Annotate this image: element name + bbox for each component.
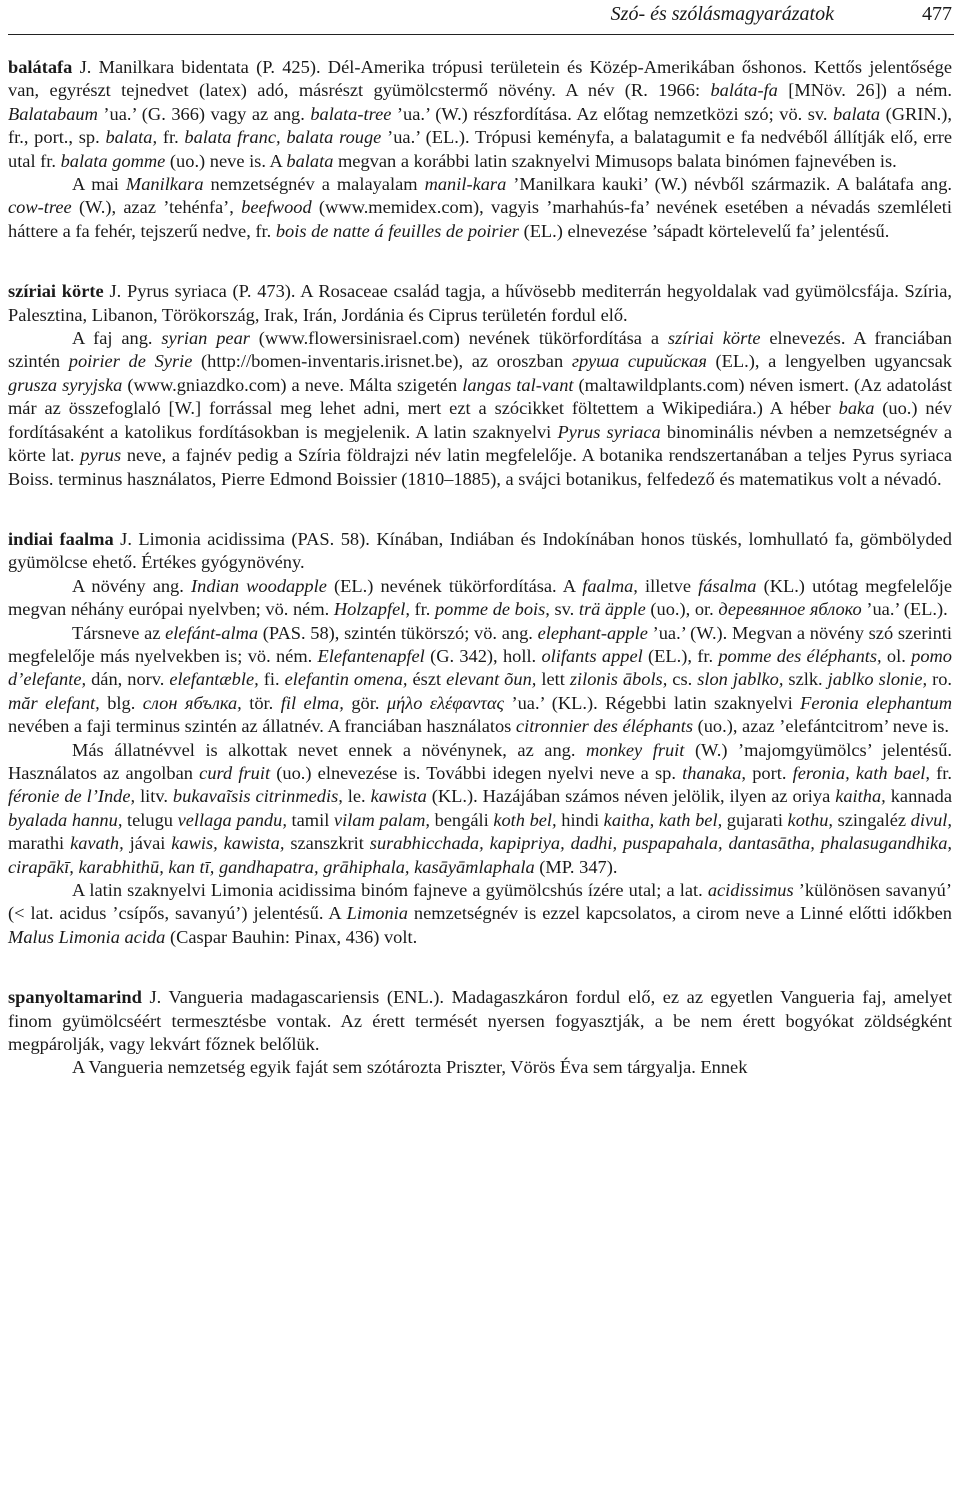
text-run: (www.memidex.com), vagyis ’marhahús-fa’ nevének esetében a névadás szemléleti háttere a fa fehér, tejszerű nedve, fr. xyxy=(8,197,952,241)
text-run: jávai xyxy=(123,833,172,854)
text-run: tamil xyxy=(286,809,334,830)
italic-term: слон ябълка, xyxy=(142,692,242,713)
headword: szíriai körte xyxy=(8,281,104,302)
italic-term: zilonis ābols, xyxy=(569,669,668,690)
italic-term: μήλο ελέφαντας xyxy=(386,692,504,713)
text-run: ’ua.’ (G. 366) vagy az ang. xyxy=(97,103,311,124)
text-run: (Caspar Bauhin: Pinax, 436) volt. xyxy=(165,926,418,947)
running-header xyxy=(8,0,954,35)
text-run: (uo.), or. xyxy=(645,599,719,620)
italic-term: féronie de l’Inde, xyxy=(8,786,136,807)
entry-paragraph xyxy=(8,879,952,949)
page-number: 477 xyxy=(922,3,952,25)
italic-term: pomme de bois, xyxy=(434,599,550,620)
italic-term: manil-kara xyxy=(424,174,507,195)
text-run: A Vangueria nemzetség egyik faját sem szótározta Priszter, Vörös Éva sem tárgyalja. Ennek xyxy=(72,1057,748,1078)
text-run: (http://bomen-inventaris.irisnet.be), az oroszban xyxy=(192,351,572,372)
italic-term: fásalma xyxy=(698,575,757,596)
text-run: (uo.), azaz ’elefántcitrom’ neve is. xyxy=(693,716,949,737)
italic-term: olifants appel xyxy=(541,645,643,666)
text-run: ’ua.’ (W.). Megvan a növény szó szerinti megfelelője más nyelvekben is; vö. ném. xyxy=(8,622,952,666)
text-run: ol. xyxy=(881,645,912,666)
text-run: port. xyxy=(746,762,793,783)
italic-term: Malus Limonia acida xyxy=(8,926,166,947)
text-run: (PAS. 58), szintén tükörszó; vö. ang. xyxy=(258,622,538,643)
text-run: blg. xyxy=(99,692,143,713)
text-run: (KL.). Hazájában számos néven jelölik, ilyen az oriya xyxy=(426,786,836,807)
text-run: (MP. 347). xyxy=(534,856,618,877)
text-run: nemzetségnév is ezzel kapcsolatos, a cirom neve a Linné előtti időkben xyxy=(407,903,952,924)
italic-term: pomo d’elefante, xyxy=(8,645,952,690)
italic-term: Feronia elephantum xyxy=(800,692,952,713)
text-run: (G. 342), holl. xyxy=(424,645,542,666)
text-run: J. Manilkara bidentata (P. 425). Dél-Amerika trópusi területein és Közép-Amerikában őshonos. Kettős jelentősége van, egyrészt tejnedvet (latex) adó, másrészt gyümölcstermő növény. A név (R. 1966: xyxy=(8,57,952,101)
italic-term: langas tal-vant xyxy=(462,374,574,395)
text-run: (uo.) név fordításaként a katolikus fordításokban is megjelenik. A latin szaknyelvi xyxy=(8,398,952,442)
italic-term: slon jablko, xyxy=(697,669,784,690)
entry-paragraph xyxy=(8,327,952,491)
headword: indiai faalma xyxy=(8,528,114,549)
text-run: dán, norv. xyxy=(86,669,170,690)
text-run: bengáli xyxy=(429,809,494,830)
entry-lead-paragraph xyxy=(8,986,952,1056)
italic-term: szíriai körte xyxy=(667,328,761,349)
italic-term: thanaka, xyxy=(682,762,747,783)
text-run: (KL.) utótag megfelelője megvan néhány európai nyelvben; vö. ném. xyxy=(8,575,952,620)
italic-term: pomme des éléphants, xyxy=(718,645,882,666)
italic-term: balata gomme xyxy=(60,150,166,171)
text-run: A mai xyxy=(72,174,126,195)
italic-term: деревянное яблоко xyxy=(718,599,862,620)
italic-term: cow-tree xyxy=(8,197,72,218)
italic-term: bukavaĩsis citrinmedis, xyxy=(172,786,343,807)
italic-term: elefantæble, xyxy=(169,669,259,690)
text-run: tör. xyxy=(241,692,281,713)
text-run: A növény ang. xyxy=(72,575,191,596)
italic-term: balata-tree xyxy=(310,103,392,124)
text-run: [MNöv. 26]) a ném. xyxy=(777,80,952,101)
italic-term: pyrus xyxy=(80,445,122,466)
text-run: hindi xyxy=(556,809,604,830)
italic-term: acidissimus xyxy=(707,880,794,900)
text-run: ro. xyxy=(927,669,953,690)
italic-term: elefantin omena, xyxy=(284,669,408,690)
text-run: le. xyxy=(342,786,371,807)
italic-term: citronnier des éléphants xyxy=(515,716,693,737)
text-run: ’ua.’ (KL.). Régebbi latin szaknyelvi xyxy=(504,692,801,713)
italic-term: balata xyxy=(286,150,334,171)
entry-lead-paragraph xyxy=(8,528,952,575)
text-run: (www.gniazdko.com) a neve. Málta szigetén xyxy=(122,374,463,395)
text-run: (W.) ’majomgyümölcs’ jelentésű. Használatos az angolban xyxy=(8,739,952,783)
text-run: litv. xyxy=(135,786,173,807)
italic-term: balata xyxy=(833,103,881,124)
text-run: (GRIN.), fr., port., sp. xyxy=(8,103,952,148)
text-run: (EL.) elnevezése ’sápadt körtelevelű fa’ jelentésű. xyxy=(518,220,890,241)
text-run: illetve xyxy=(637,575,699,596)
text-run: kannada xyxy=(885,786,952,807)
text-run: sv. xyxy=(549,599,579,620)
italic-term: elephant-apple xyxy=(537,622,648,643)
text-run: fi. xyxy=(258,669,285,690)
entry-lead-paragraph xyxy=(8,56,952,173)
italic-term: Limonia xyxy=(346,903,408,924)
italic-term: faalma, xyxy=(582,575,638,596)
italic-term: elevant õun, xyxy=(446,669,537,690)
italic-term: balata, xyxy=(105,127,158,148)
entry-paragraph xyxy=(8,622,952,739)
text-run: fr. xyxy=(409,599,435,620)
italic-term: curd fruit xyxy=(199,762,271,783)
text-run: szingaléz xyxy=(833,809,911,830)
italic-term: Manilkara xyxy=(125,174,204,195)
text-run: J. Vangueria madagascariensis (ENL.). Madagaszkáron fordul elő, ez az egyetlen Vangueria faj, amelyet finom gyümölcséért termesztésbe vontak. Az érett termését nyersen fogyasztják, a be nem érett bogyókat zöldségként megpárolják, vagy lekvárt főznek belőlük. xyxy=(8,987,952,1055)
entry-paragraph xyxy=(8,739,952,879)
italic-term: bois de natte á feuilles de poirier xyxy=(275,220,519,241)
text-run: A faj ang. xyxy=(72,328,162,349)
text-run: marathi xyxy=(8,833,71,854)
text-run: gujarati xyxy=(722,809,788,830)
italic-term: kavath, xyxy=(70,833,124,854)
entry-lead-paragraph xyxy=(8,280,952,327)
italic-term: Balatabaum xyxy=(8,103,98,124)
entry-indiai-faalma xyxy=(8,528,952,949)
text-run: J. Pyrus syriaca (P. 473). A Rosaceae család tagja, a hűvösebb mediterrán hegyoldalak vad gyümölcsfája. Szíria, Palesztina, Libanon, Törökország, Irak, Irán, Jordánia és Ciprus területén fordul elő. xyxy=(8,281,952,325)
italic-term: kawis, kawista, xyxy=(171,833,285,854)
italic-term: kaitha, kath bel, xyxy=(603,809,723,830)
text-run: lett xyxy=(536,669,570,690)
italic-term: vellaga pandu, xyxy=(177,809,287,830)
italic-term: Holzapfel, xyxy=(333,599,410,620)
italic-term: kaitha, xyxy=(835,786,886,807)
entry-paragraph xyxy=(8,575,952,622)
text-run: észt xyxy=(407,669,447,690)
text-run: neve, a fajnév pedig a Szíria földrajzi név latin megfelelője. A botanika rendszertanában a teljes Pyrus syriaca Boiss. terminus használatos, Pierre Edmond Boissier (1810–1885), a svájci botanikus, felfedező és matematikus volt a névadó. xyxy=(8,445,952,489)
italic-term: Elefantenapfel xyxy=(317,645,425,666)
text-run: (www.flowersinisrael.com) nevének tükörfordítása a xyxy=(249,328,668,349)
italic-term: măr elefant, xyxy=(8,692,100,713)
text-run: szlk. xyxy=(783,669,828,690)
italic-term: Pyrus syriaca xyxy=(557,421,661,442)
text-run: (EL.), fr. xyxy=(642,645,719,666)
body-text xyxy=(8,56,952,1117)
entry-paragraph xyxy=(8,173,952,243)
italic-term: byalada hannu, xyxy=(8,809,123,830)
italic-term: kawista xyxy=(370,786,427,807)
italic-term: Indian woodapple xyxy=(191,575,327,596)
text-run: ’ua.’ (EL.). xyxy=(861,599,948,620)
text-run: (EL.) nevének tükörfordítása. A xyxy=(326,575,583,596)
italic-term: monkey fruit xyxy=(586,739,685,760)
italic-term: divul, xyxy=(910,809,953,830)
text-run: fr. xyxy=(929,762,952,783)
text-run: ’Manilkara kauki’ (W.) névből származik. A balátafa ang. xyxy=(506,174,952,195)
italic-term: feronia, kath bael, xyxy=(792,762,930,783)
italic-term: trä äpple xyxy=(578,599,646,620)
italic-term: beefwood xyxy=(241,197,312,218)
entry-balatafa xyxy=(8,56,952,243)
text-run: ’különösen savanyú’ (< lat. acidus ’csípős, savanyú’) jelentésű. A xyxy=(8,880,952,924)
italic-term: surabhicchada, kapipriya, dadhi, puspapahala, dantasātha, phalasugandhika, cirapākī, karabhithū, kan tī, gandhapatra, grāhiphala, kasāyāmlaphala xyxy=(8,833,952,877)
italic-term: balata franc, balata rouge xyxy=(184,127,382,148)
italic-term: vilam palam, xyxy=(333,809,430,830)
italic-term: syrian pear xyxy=(161,328,250,349)
text-run: fr. xyxy=(157,127,185,148)
text-run: nemzetségnév a malayalam xyxy=(203,174,425,195)
text-run: elnevezés. A franciában szintén xyxy=(8,328,952,372)
text-run: (uo.) neve is. A xyxy=(165,150,287,171)
italic-term: fil elma, xyxy=(280,692,344,713)
italic-term: jablko slonie, xyxy=(827,669,928,690)
text-run: nevében a faji terminus szintén az állatnév. A franciában használatos xyxy=(8,716,516,737)
text-run: Más állatnévvel is alkottak nevet ennek a növénynek, az ang. xyxy=(72,739,586,760)
text-run: megvan a korábbi latin szaknyelvi Mimusops balata binómen fajnevében is. xyxy=(333,150,897,171)
headword: balátafa xyxy=(8,57,73,77)
entry-szirai-korte xyxy=(8,280,952,491)
italic-term: груша сирийская xyxy=(571,351,707,372)
italic-term: koth bel, xyxy=(493,809,557,830)
italic-term: baláta-fa xyxy=(710,80,778,101)
text-run: szanszkrit xyxy=(284,833,370,854)
text-run: gör. xyxy=(343,692,387,713)
text-run: telugu xyxy=(122,809,178,830)
text-run: A latin szaknyelvi Limonia acidissima binóm fajneve a gyümölcshús ízére utal; a lat. xyxy=(72,880,708,900)
italic-term: elefánt-alma xyxy=(165,622,259,643)
italic-term: poirier de Syrie xyxy=(68,351,193,372)
text-run: (uo.) elnevezése is. További idegen nyelvi neve a sp. xyxy=(270,762,683,783)
text-run: ’ua.’ (W.) részfordítása. Az előtag nemzetközi szó; vö. sv. xyxy=(391,103,834,124)
headword: spanyoltamarind xyxy=(8,987,142,1008)
text-run: binominális névben a nemzetségnév a körte lat. xyxy=(8,421,953,466)
text-run: J. Limonia acidissima (PAS. 58). Kínában, Indiában és Indokínában honos tüskés, lomhullató fa, gömbölyded gyümölcse ehető. Értékes gyógynövény. xyxy=(8,528,952,573)
italic-term: grusza syryjska xyxy=(8,374,123,395)
text-run: Társneve az xyxy=(72,622,166,643)
entry-paragraph xyxy=(8,1056,952,1079)
text-run: (EL.), a lengyelben ugyancsak xyxy=(706,351,952,372)
italic-term: kothu, xyxy=(787,809,834,830)
text-run: ’ua.’ (EL.). Trópusi keményfa, a balatagumit e fa nedvéből állítják elő, erre utal fr. xyxy=(8,127,952,171)
entry-spanyoltamarind xyxy=(8,986,952,1080)
text-run: cs. xyxy=(667,669,698,690)
text-run: (maltawildplants.com) néven ismert. (Az adatolást már az összefoglaló [W.] forrással meg lehet adni, mert ezt a szócikket föltettem a Wikipediára.) A héber xyxy=(8,374,952,419)
section-title: Szó- és szólásmagyarázatok xyxy=(610,3,834,25)
text-run: (W.), azaz ’tehénfa’, xyxy=(71,197,242,218)
italic-term: baka xyxy=(838,398,875,419)
